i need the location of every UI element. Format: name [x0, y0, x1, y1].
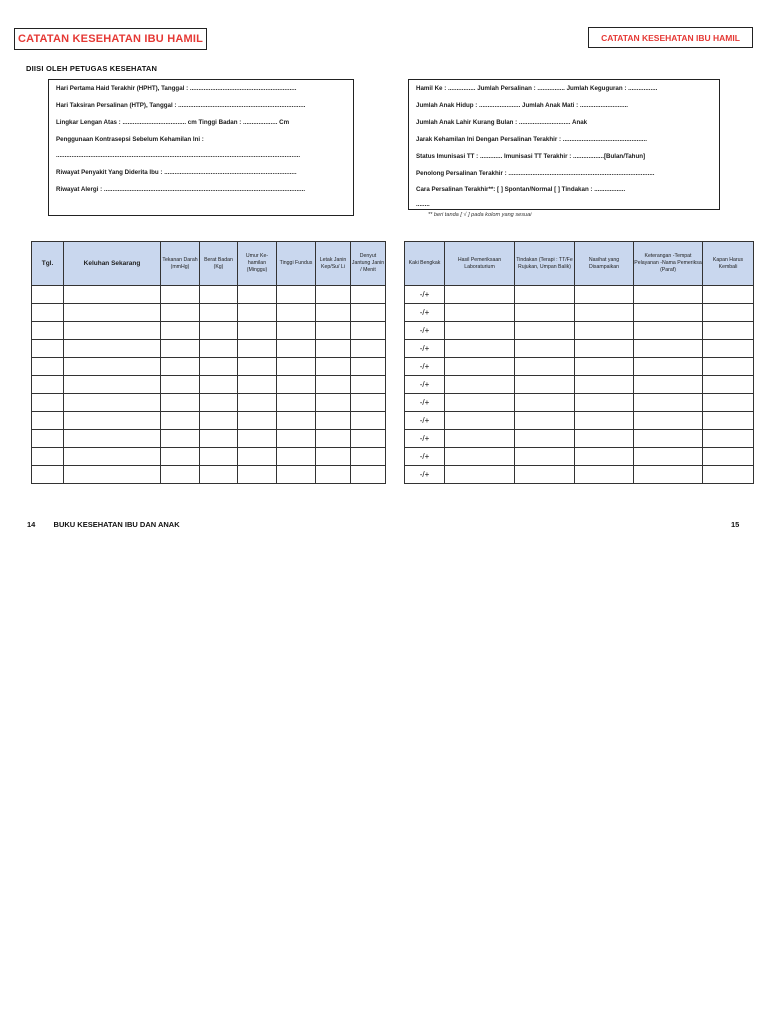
header-djj: Denyut Jantung Janin / Menit [351, 242, 386, 286]
header-umur-kehamilan: Umur Ke-hamilan (Minggu) [238, 242, 277, 286]
table-row [32, 412, 386, 430]
table-cell[interactable] [32, 448, 64, 466]
premature-line: Jumlah Anak Lahir Kurang Bulan : .............................. Anak [416, 119, 588, 126]
kaki-bengkak-cell[interactable]: -/+ [405, 286, 445, 304]
table-cell[interactable] [575, 358, 634, 376]
table-cell[interactable] [64, 430, 161, 448]
right-table-body [405, 286, 754, 484]
table-cell[interactable] [703, 286, 754, 304]
left-page-number: 14 [27, 520, 36, 529]
table-cell[interactable] [703, 376, 754, 394]
kaki-bengkak-cell[interactable]: -/+ [405, 430, 445, 448]
table-row [405, 448, 754, 466]
table-cell[interactable] [64, 448, 161, 466]
table-cell[interactable] [161, 322, 200, 340]
table-cell[interactable] [161, 466, 200, 484]
table-cell[interactable] [515, 412, 575, 430]
table-cell[interactable] [634, 430, 703, 448]
table-cell[interactable] [515, 466, 575, 484]
table-row [32, 340, 386, 358]
table-cell[interactable] [703, 394, 754, 412]
table-cell[interactable] [277, 358, 316, 376]
table-cell[interactable] [32, 322, 64, 340]
table-cell[interactable] [515, 448, 575, 466]
table-cell[interactable] [703, 322, 754, 340]
left-footer [27, 520, 180, 529]
left-page-title: CATATAN KESEHATAN IBU HAMIL [14, 28, 207, 50]
table-row [32, 304, 386, 322]
kaki-bengkak-cell[interactable]: -/+ [405, 376, 445, 394]
table-cell[interactable] [634, 304, 703, 322]
table-cell[interactable] [445, 358, 515, 376]
table-cell[interactable] [316, 376, 351, 394]
table-cell[interactable] [575, 286, 634, 304]
table-row [405, 466, 754, 484]
left-table-body [32, 286, 386, 484]
table-cell[interactable] [575, 322, 634, 340]
table-cell[interactable] [277, 466, 316, 484]
table-cell[interactable] [200, 394, 238, 412]
left-table-header-row [32, 242, 386, 286]
table-cell[interactable] [316, 340, 351, 358]
table-cell[interactable] [316, 412, 351, 430]
table-cell[interactable] [634, 466, 703, 484]
right-page-number: 15 [731, 520, 740, 529]
table-cell[interactable] [316, 466, 351, 484]
table-cell[interactable] [161, 286, 200, 304]
table-cell[interactable] [32, 358, 64, 376]
table-cell[interactable] [238, 304, 277, 322]
table-row [32, 286, 386, 304]
allergy-history-line: Riwayat Alergi : ..................................................................................................................... [56, 186, 306, 193]
table-cell[interactable] [351, 304, 386, 322]
kaki-bengkak-cell[interactable]: -/+ [405, 412, 445, 430]
table-cell[interactable] [351, 322, 386, 340]
table-cell[interactable] [634, 448, 703, 466]
table-row [32, 376, 386, 394]
table-cell[interactable] [161, 448, 200, 466]
table-row [405, 340, 754, 358]
table-cell[interactable] [634, 340, 703, 358]
header-tindakan: Tindakan (Terapi : TT/Fe Rujukan, Umpan Balik) [515, 242, 575, 286]
table-cell[interactable] [445, 412, 515, 430]
table-cell[interactable] [634, 286, 703, 304]
table-cell[interactable] [64, 376, 161, 394]
table-cell[interactable] [575, 466, 634, 484]
table-cell[interactable] [703, 412, 754, 430]
table-cell[interactable] [634, 376, 703, 394]
table-cell[interactable] [161, 358, 200, 376]
table-row [405, 304, 754, 322]
header-kaki-bengkak: Kaki Bengkak [405, 242, 445, 286]
table-cell[interactable] [64, 322, 161, 340]
table-cell[interactable] [161, 376, 200, 394]
table-cell[interactable] [238, 340, 277, 358]
table-row [32, 430, 386, 448]
table-cell[interactable] [445, 394, 515, 412]
header-tinggi-fundus: Tinggi Fundus [277, 242, 316, 286]
table-cell[interactable] [277, 394, 316, 412]
table-row [405, 322, 754, 340]
table-cell[interactable] [575, 430, 634, 448]
table-cell[interactable] [161, 304, 200, 322]
table-cell[interactable] [200, 286, 238, 304]
table-cell[interactable] [64, 358, 161, 376]
immunization-line: Status Imunisasi TT : ............. Imunisasi TT Terakhir : ..................[Bulan/Tahun] [416, 153, 646, 160]
table-cell[interactable] [200, 358, 238, 376]
table-cell[interactable] [515, 322, 575, 340]
children-count-line: Jumlah Anak Hidup : ........................ Jumlah Anak Mati : ............................ [416, 102, 629, 109]
table-cell[interactable] [238, 322, 277, 340]
table-cell[interactable] [277, 340, 316, 358]
table-cell[interactable] [277, 376, 316, 394]
right-table-header-row [405, 242, 754, 286]
table-cell[interactable] [64, 286, 161, 304]
delivery-method-cont-line: ........ [416, 201, 430, 208]
table-cell[interactable] [351, 394, 386, 412]
table-cell[interactable] [703, 430, 754, 448]
checkmark-footnote: ** beri tanda [ √ ] pada kolom yang sesuai [428, 212, 532, 218]
table-cell[interactable] [351, 286, 386, 304]
table-cell[interactable] [200, 412, 238, 430]
header-nasihat: Nasihat yang Disampaikan [575, 242, 634, 286]
table-cell[interactable] [515, 340, 575, 358]
table-cell[interactable] [200, 322, 238, 340]
table-cell[interactable] [277, 322, 316, 340]
table-cell[interactable] [161, 340, 200, 358]
header-tekanan-darah: Tekanan Darah (mmHg) [161, 242, 200, 286]
table-cell[interactable] [445, 448, 515, 466]
book-title: BUKU KESEHATAN IBU DAN ANAK [53, 520, 180, 529]
table-cell[interactable] [200, 304, 238, 322]
table-cell[interactable] [445, 340, 515, 358]
header-berat-badan: Berat Badan (Kg) [200, 242, 238, 286]
table-cell[interactable] [277, 430, 316, 448]
table-cell[interactable] [634, 412, 703, 430]
contraception-blank-line: .............................................................................................................................................. [56, 152, 301, 159]
table-cell[interactable] [634, 394, 703, 412]
pregnancy-count-line: Hamil Ke : ................ Jumlah Persalinan : ................ Jumlah Keguguran : ................. [416, 85, 658, 92]
table-cell[interactable] [161, 430, 200, 448]
table-cell[interactable] [161, 412, 200, 430]
table-row [405, 412, 754, 430]
right-page-title: CATATAN KESEHATAN IBU HAMIL [588, 27, 753, 48]
kaki-bengkak-cell[interactable]: -/+ [405, 304, 445, 322]
lila-tb-line: Lingkar Lengan Atas : ..................................... cm Tinggi Badan : .................... Cm [56, 119, 290, 126]
birth-attendant-line: Penolong Persalinan Terakhir : ..................................................................................... [416, 170, 655, 177]
table-cell[interactable] [64, 340, 161, 358]
table-cell[interactable] [200, 376, 238, 394]
right-info-box [408, 79, 720, 210]
table-cell[interactable] [200, 466, 238, 484]
table-cell[interactable] [575, 448, 634, 466]
table-cell[interactable] [316, 304, 351, 322]
kaki-bengkak-cell[interactable]: -/+ [405, 448, 445, 466]
table-cell[interactable] [351, 358, 386, 376]
table-row [32, 322, 386, 340]
table-cell[interactable] [238, 376, 277, 394]
table-cell[interactable] [515, 394, 575, 412]
disease-history-line: Riwayat Penyakit Yang Diderita Ibu : ............................................................................. [56, 169, 297, 176]
left-record-table [31, 241, 386, 484]
table-cell[interactable] [238, 448, 277, 466]
table-cell[interactable] [575, 340, 634, 358]
contraception-line: Penggunaan Kontrasepsi Sebelum Kehamilan Ini : [56, 136, 204, 143]
table-row [32, 358, 386, 376]
table-cell[interactable] [277, 304, 316, 322]
table-row [405, 286, 754, 304]
header-keterangan: Keterangan -Tempat Pelayanan -Nama Pemeriksa (Paraf) [634, 242, 703, 286]
table-cell[interactable] [32, 466, 64, 484]
table-cell[interactable] [703, 448, 754, 466]
header-keluhan: Keluhan Sekarang [64, 242, 161, 286]
table-cell[interactable] [703, 466, 754, 484]
left-info-box [48, 79, 354, 216]
table-cell[interactable] [445, 376, 515, 394]
table-cell[interactable] [32, 412, 64, 430]
right-record-table [404, 241, 754, 484]
kaki-bengkak-cell[interactable]: -/+ [405, 358, 445, 376]
table-cell[interactable] [277, 412, 316, 430]
kaki-bengkak-cell[interactable]: -/+ [405, 466, 445, 484]
table-cell[interactable] [316, 394, 351, 412]
table-cell[interactable] [316, 430, 351, 448]
table-cell[interactable] [351, 412, 386, 430]
table-cell[interactable] [316, 286, 351, 304]
table-cell[interactable] [64, 412, 161, 430]
table-cell[interactable] [200, 340, 238, 358]
filled-by-label: DIISI OLEH PETUGAS KESEHATAN [26, 64, 158, 73]
table-cell[interactable] [515, 358, 575, 376]
htp-line: Hari Taksiran Persalinan (HTP), Tanggal : .......................................................................... [56, 102, 306, 109]
table-cell[interactable] [277, 286, 316, 304]
table-cell[interactable] [703, 358, 754, 376]
table-cell[interactable] [515, 376, 575, 394]
pregnancy-gap-line: Jarak Kehamilan Ini Dengan Persalinan Terakhir : ................................................. [416, 136, 647, 143]
table-cell[interactable] [316, 448, 351, 466]
table-cell[interactable] [575, 412, 634, 430]
table-row [32, 466, 386, 484]
table-cell[interactable] [445, 304, 515, 322]
table-cell[interactable] [238, 466, 277, 484]
table-cell[interactable] [351, 466, 386, 484]
table-cell[interactable] [238, 286, 277, 304]
table-cell[interactable] [351, 376, 386, 394]
table-cell[interactable] [238, 430, 277, 448]
table-cell[interactable] [200, 448, 238, 466]
table-row [32, 394, 386, 412]
header-kapan-kembali: Kapan Harus Kembali [703, 242, 754, 286]
table-cell[interactable] [515, 304, 575, 322]
table-cell[interactable] [703, 340, 754, 358]
table-cell[interactable] [575, 394, 634, 412]
table-cell[interactable] [575, 376, 634, 394]
table-cell[interactable] [32, 286, 64, 304]
table-cell[interactable] [238, 412, 277, 430]
header-hasil-lab: Hasil Pemeriksaan Laboraturium [445, 242, 515, 286]
table-cell[interactable] [32, 340, 64, 358]
table-row [405, 376, 754, 394]
table-cell[interactable] [161, 394, 200, 412]
table-cell[interactable] [351, 430, 386, 448]
header-letak-janin: Letak Janin Kep/Su/ Li [316, 242, 351, 286]
table-cell[interactable] [316, 358, 351, 376]
kaki-bengkak-cell[interactable]: -/+ [405, 340, 445, 358]
table-row [405, 430, 754, 448]
table-cell[interactable] [64, 466, 161, 484]
table-cell[interactable] [277, 448, 316, 466]
table-cell[interactable] [64, 394, 161, 412]
table-cell[interactable] [238, 358, 277, 376]
table-cell[interactable] [703, 304, 754, 322]
table-row [405, 358, 754, 376]
table-cell[interactable] [64, 304, 161, 322]
kaki-bengkak-cell[interactable]: -/+ [405, 322, 445, 340]
table-cell[interactable] [575, 304, 634, 322]
table-cell[interactable] [316, 322, 351, 340]
table-cell[interactable] [32, 376, 64, 394]
table-cell[interactable] [634, 322, 703, 340]
table-cell[interactable] [445, 322, 515, 340]
table-cell[interactable] [634, 358, 703, 376]
table-cell[interactable] [32, 304, 64, 322]
table-cell[interactable] [32, 430, 64, 448]
table-cell[interactable] [445, 286, 515, 304]
table-cell[interactable] [515, 286, 575, 304]
hpht-line: Hari Pertama Haid Terakhir (HPHT), Tanggal : .............................................................. [56, 85, 297, 92]
table-row [32, 448, 386, 466]
table-cell[interactable] [351, 340, 386, 358]
table-cell[interactable] [515, 430, 575, 448]
table-cell[interactable] [445, 430, 515, 448]
table-cell[interactable] [238, 394, 277, 412]
table-cell[interactable] [445, 466, 515, 484]
table-cell[interactable] [200, 430, 238, 448]
table-row [405, 394, 754, 412]
table-cell[interactable] [32, 394, 64, 412]
delivery-method-line: Cara Persalinan Terakhir**: [ ] Spontan/Normal [ ] Tindakan : .................. [416, 186, 626, 193]
table-cell[interactable] [351, 448, 386, 466]
kaki-bengkak-cell[interactable]: -/+ [405, 394, 445, 412]
header-tgl: Tgl. [32, 242, 64, 286]
